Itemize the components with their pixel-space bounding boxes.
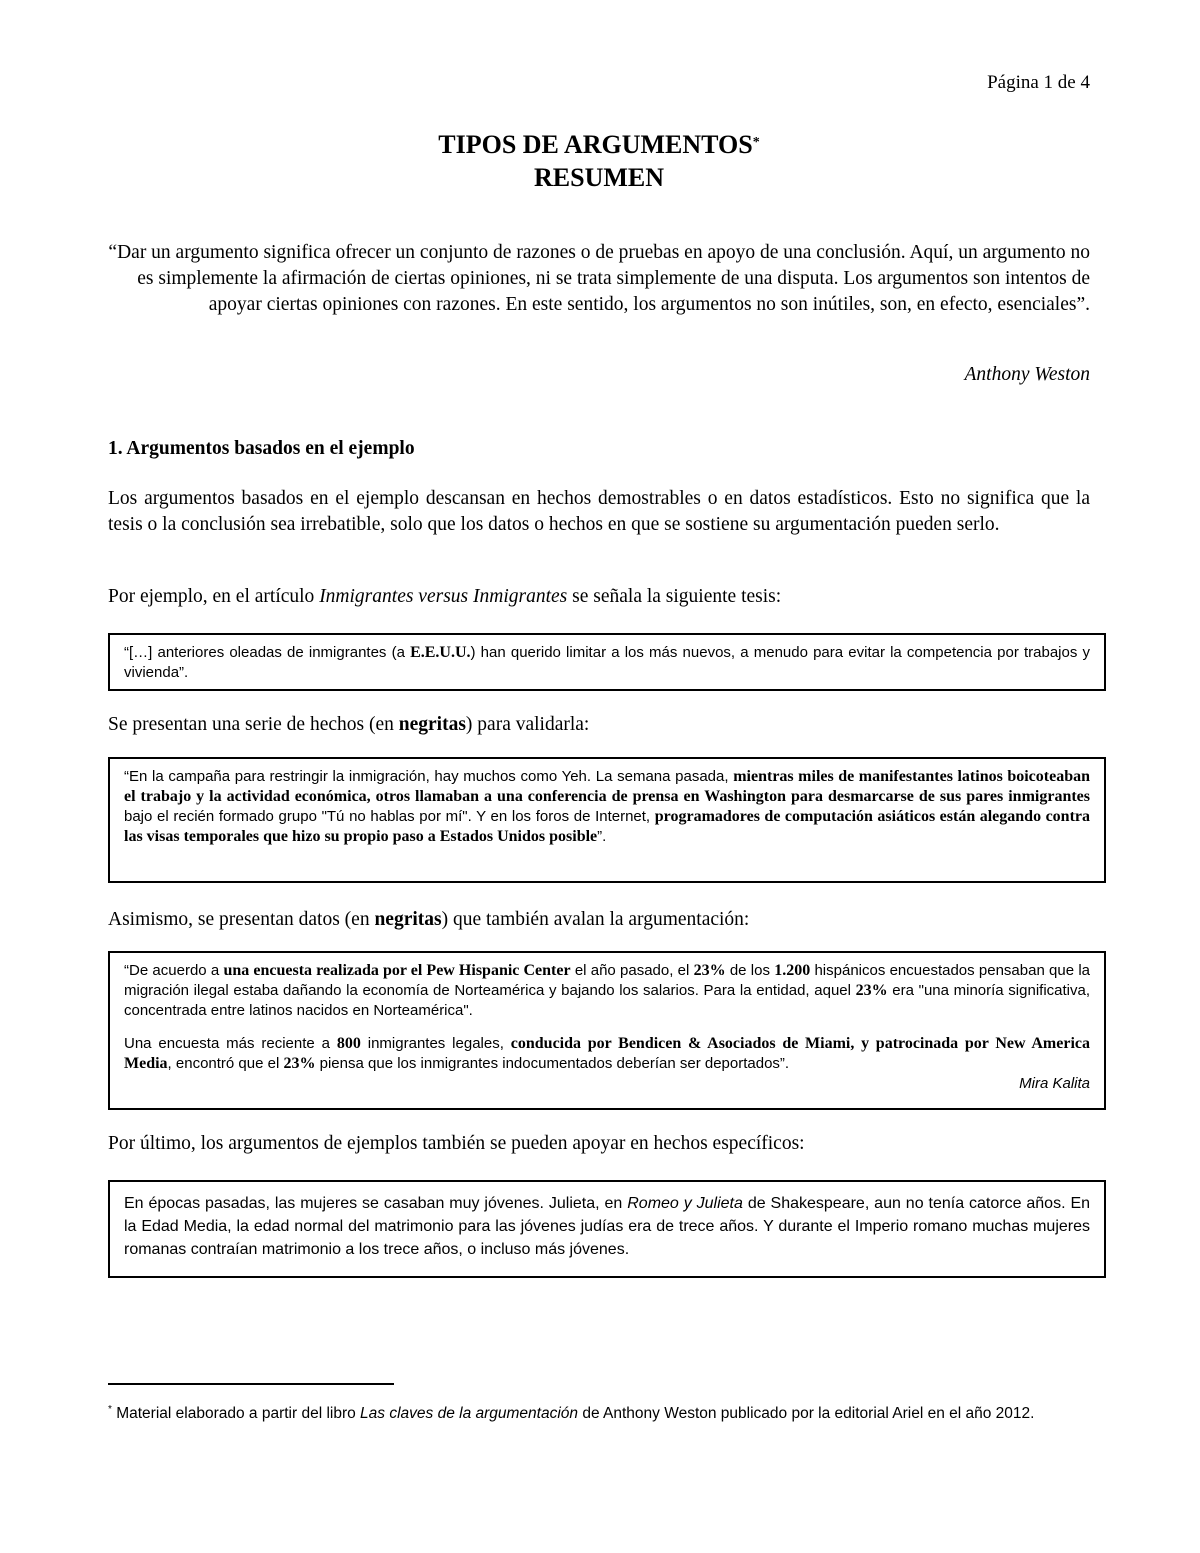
example-intro-line [108, 586, 781, 608]
data-box [108, 951, 1106, 1110]
data-bold-bb3: 23% [283, 1055, 316, 1072]
specific-text-2: de Shakespeare, aun no tenía catorce años. En la Edad Media, la edad normal del matrimonio para las jóvenes judías era de trece años. Y durante el Imperio romano muchas mujeres romanas contraían matrimonio a los trece años, o incluso más jóvenes. [124, 1195, 1091, 1258]
data-text-b3: , encontró que el [167, 1055, 284, 1072]
play-title: Romeo y Julieta [627, 1195, 743, 1212]
example-pre-text: Por ejemplo, en el artículo [108, 586, 320, 607]
footnote [108, 1398, 1088, 1425]
facts-box-bold-1: mientras miles de manifestantes latinos boicoteaban el trabajo y la actividad económica, otros llamaban a una conferencia de prensa en Washington para desmarcarse de sus pares inmigrantes [124, 768, 1090, 805]
data-post-text: ) que también avalan la argumentación: [441, 909, 750, 930]
data-box-paragraph-2 [124, 1034, 1090, 1074]
facts-bold-text: negritas [398, 714, 466, 735]
data-text-a2: el año pasado, el [570, 962, 694, 979]
section-intro-paragraph: Los argumentos basados en el ejemplo descansan en hechos demostrables o en datos estadísticos. Esto no significa que la tesis o la conclusión sea irrebatible, solo que los datos o hechos en que se sostiene su argumentación pueden serlo. [108, 488, 1090, 535]
specific-facts-box [108, 1180, 1106, 1278]
data-bold-ab4: 23% [855, 982, 888, 999]
title-footnote-marker: * [752, 135, 760, 150]
facts-box-text-1: “En la campaña para restringir la inmigración, hay muchos como Yeh. La semana pasada, [124, 768, 734, 785]
thesis-text-2: ) han querido limitar a los más nuevos, a menudo para evitar la competencia por trabajos y vivienda”. [124, 644, 1090, 681]
data-box-paragraph-1 [124, 961, 1090, 1021]
facts-pre-text: Se presentan una serie de hechos (en [108, 714, 399, 735]
data-text-b4: piensa que los inmigrantes indocumentados deberían ser deportados”. [315, 1055, 790, 1072]
facts-box-text-3: ”. [597, 828, 607, 845]
footnote-pre-text: Material elaborado a partir del libro [111, 1405, 361, 1423]
footnote-post-text: de Anthony Weston publicado por la editorial Ariel en el año 2012. [578, 1405, 1035, 1423]
data-text-a4: hispánicos encuestados pensaban que la migración ilegal estaba dañando la economía de Norteamérica y bajando los salarios. Para la entidad, aquel [124, 962, 1090, 999]
data-bold-ab3: 1.200 [774, 962, 811, 979]
data-bold-bb1: 800 [336, 1035, 361, 1052]
data-bold-bb2: conducida por Bendicen & Asociados de Miami, y patrocinada por New America Media [124, 1035, 1090, 1072]
specific-intro-line: Por último, los argumentos de ejemplos también se pueden apoyar en hechos específicos: [108, 1133, 805, 1154]
data-bold-ab2: 23% [693, 962, 726, 979]
footnote-book-title: Las claves de la argumentación [360, 1405, 579, 1423]
data-text-b2: inmigrantes legales, [360, 1035, 511, 1052]
page-number: Página 1 de 4 [987, 72, 1090, 93]
data-box-signature: Mira Kalita [1019, 1075, 1090, 1092]
facts-post-text: ) para validarla: [465, 714, 590, 735]
page-title [108, 128, 1090, 194]
data-text-b1: Una encuesta más reciente a [124, 1035, 337, 1052]
epigraph-quote: “Dar un argumento significa ofrecer un conjunto de razones o de pruebas en apoyo de una conclusión. Aquí, un argumento no es simplemente la afirmación de ciertas opiniones, ni se trata simplemente de una disputa. Los argumentos son intentos de apoyar ciertas opiniones con razones. En este sentido, los argumentos no son inútiles, son, en efecto, esenciales”. [108, 242, 1090, 315]
facts-box [108, 757, 1106, 883]
footnote-marker: * [108, 1404, 112, 1415]
section-heading: 1. Argumentos basados en el ejemplo [108, 438, 415, 459]
title-line-1: TIPOS DE ARGUMENTOS [438, 130, 753, 159]
thesis-bold-1: E.E.U.U. [410, 644, 471, 661]
data-pre-text: Asimismo, se presentan datos (en [108, 909, 375, 930]
facts-box-bold-2: programadores de computación asiáticos están alegando contra las visas temporales que hizo su propio paso a Estados Unidos posible [124, 808, 1090, 845]
data-text-a5: era "una minoría significativa, concentrada entre latinos nacidos en Norteamérica". [124, 982, 1091, 1019]
data-text-a1: “De acuerdo a [124, 962, 224, 979]
example-post-text: se señala la siguiente tesis: [567, 586, 782, 607]
data-intro-line [108, 909, 749, 931]
thesis-text-1: “[…] anteriores oleadas de inmigrantes (a [124, 644, 411, 661]
specific-text-1: En épocas pasadas, las mujeres se casaban muy jóvenes. Julieta, en [124, 1195, 628, 1212]
article-title: Inmigrantes versus Inmigrantes [319, 586, 568, 607]
facts-box-text-2: bajo el recién formado grupo "Tú no hablas por mí". Y en los foros de Internet, [124, 808, 655, 825]
footnote-separator [108, 1383, 394, 1385]
title-line-2: RESUMEN [533, 163, 664, 192]
data-text-a3: de los [725, 962, 775, 979]
data-bold-text: negritas [374, 909, 442, 930]
facts-intro-line [108, 714, 589, 736]
epigraph-author: Anthony Weston [964, 364, 1090, 385]
thesis-box [108, 633, 1106, 691]
data-bold-ab1: una encuesta realizada por el Pew Hispanic Center [223, 962, 571, 979]
document-page [108, 0, 1090, 1553]
